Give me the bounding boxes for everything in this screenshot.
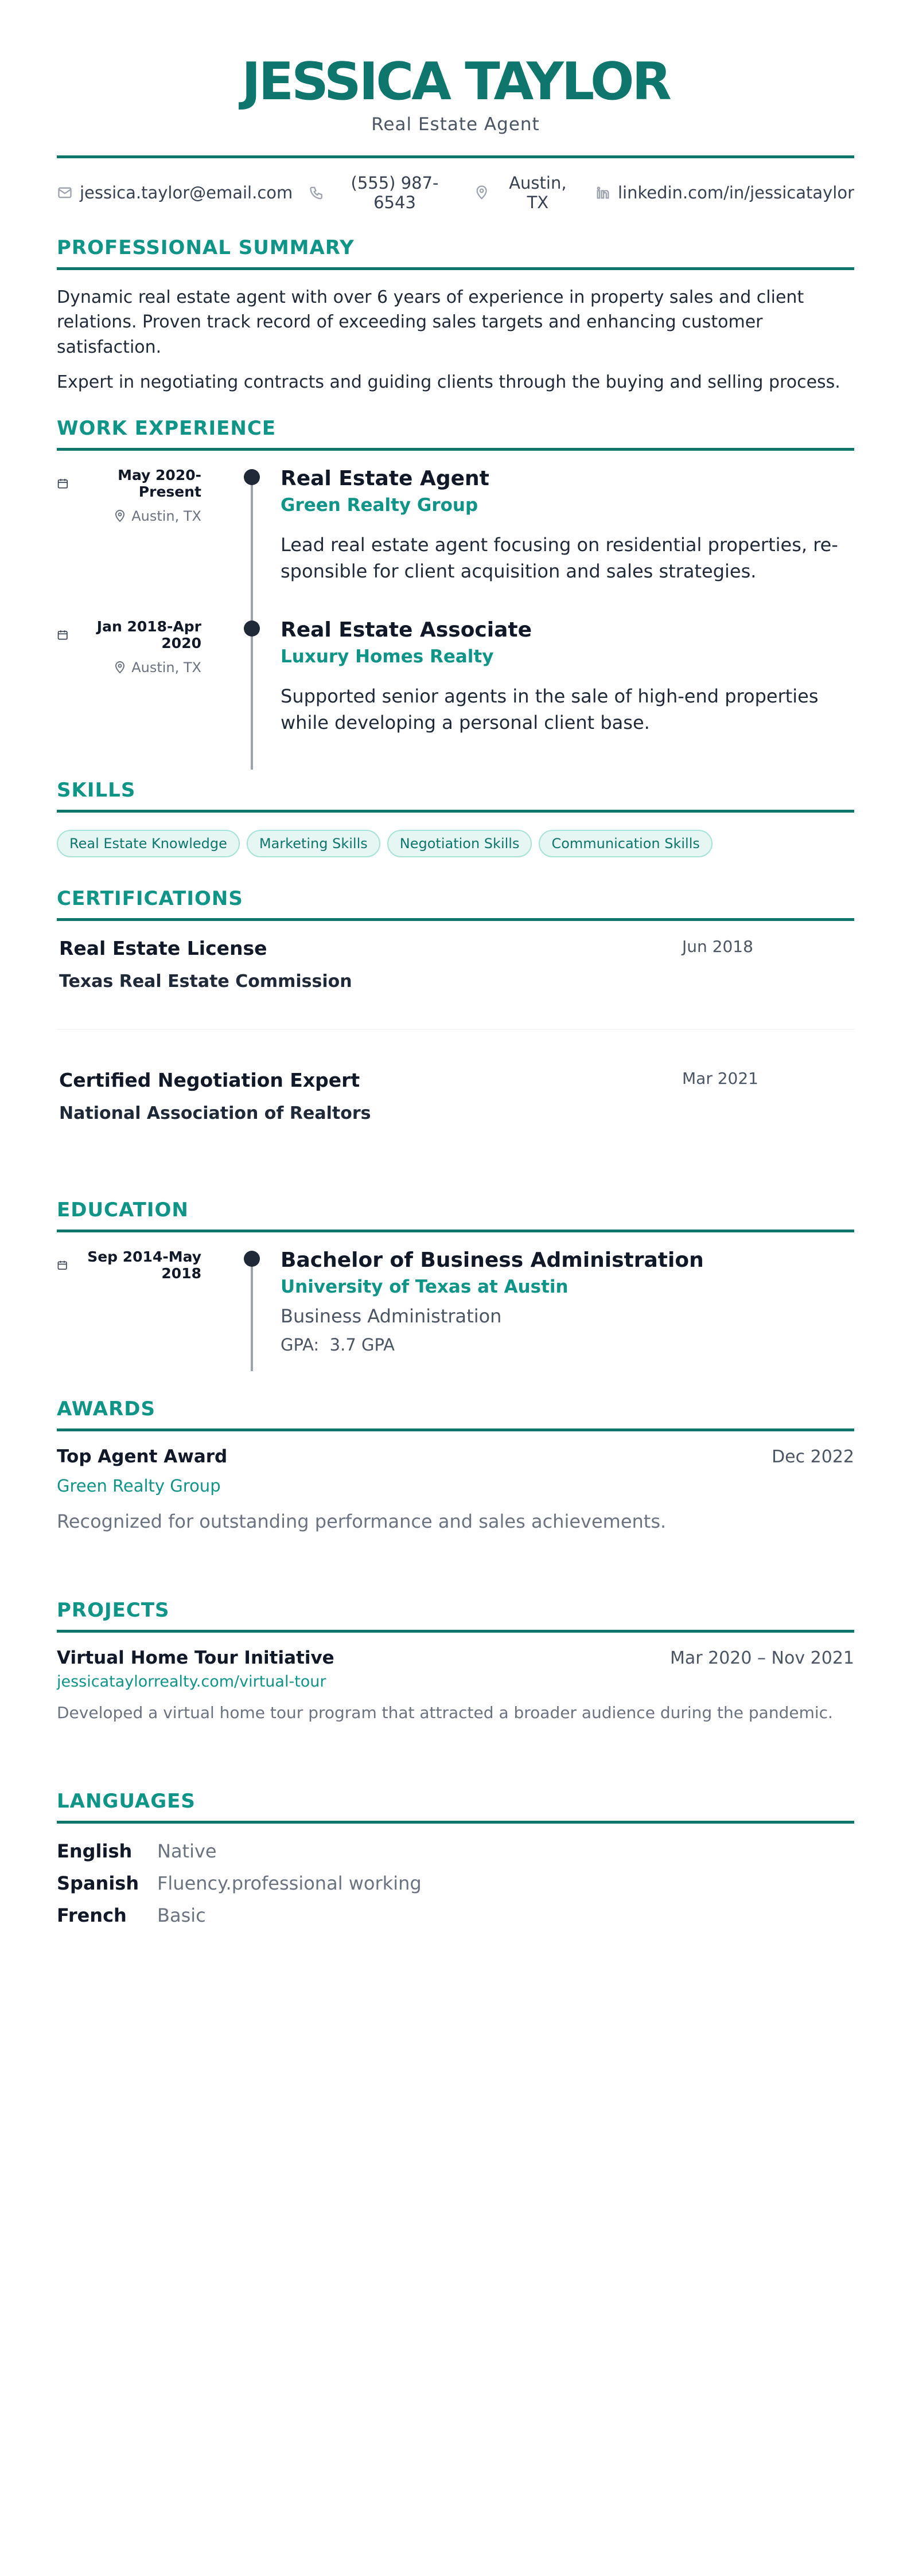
contact-linkedin[interactable]: [595, 183, 854, 202]
language-name: Spanish: [57, 1872, 139, 1894]
experience-company: Green Realty Group: [281, 494, 478, 516]
education-date: Sep 2014-May 2018: [57, 1248, 201, 1282]
experience-company: Luxury Homes Realty: [281, 646, 494, 667]
languages-list: [57, 1835, 854, 1931]
certifications-section: [57, 887, 854, 1182]
projects-heading: PROJECTS: [57, 1599, 854, 1633]
award-title: Top Agent Award: [57, 1446, 228, 1467]
candidate-title: Real Estate Agent: [371, 114, 540, 135]
resume-header: [57, 0, 854, 212]
summary-section: [57, 236, 854, 395]
timeline-dot: [244, 1251, 260, 1267]
calendar-icon: [57, 1258, 68, 1272]
project-link[interactable]: jessicataylorrealty.com/virtual-tour: [57, 1672, 326, 1691]
calendar-icon: [57, 628, 68, 642]
linkedin-icon: [595, 185, 611, 201]
experience-role: Real Estate Associate: [281, 618, 532, 642]
contact-email[interactable]: [57, 183, 293, 202]
map-pin-icon: [113, 661, 127, 674]
projects-section: [57, 1599, 854, 1722]
language-name: English: [57, 1840, 133, 1862]
language-name: French: [57, 1904, 127, 1926]
skills-section: [57, 779, 854, 857]
education-gpa: [281, 1335, 854, 1355]
contact-phone[interactable]: [309, 173, 458, 212]
gpa-value: 3.7 GPA: [329, 1334, 395, 1355]
phone-text: (555) 987-6543: [351, 173, 439, 212]
education-entry: [57, 1248, 854, 1355]
language-row: [57, 1867, 854, 1899]
timeline-dot: [244, 469, 260, 485]
education-degree: Bachelor of Business Administration: [281, 1248, 704, 1272]
certification-date: Jun 2018: [682, 936, 753, 956]
experience-date: May 2020-Present: [57, 467, 201, 500]
project-description: Developed a virtual home tour program that attracted a broader audience during the pandemic.: [57, 1703, 833, 1722]
certification-entry: [57, 921, 854, 1052]
certification-divider: [57, 1029, 854, 1030]
certification-name: Real Estate License: [59, 936, 267, 959]
certification-date: Mar 2021: [682, 1068, 758, 1088]
experience-description: Lead real estate agent focusing on residential properties, re-sponsible for client acquisition and sales strategies.: [281, 533, 838, 582]
education-heading: EDUCATION: [57, 1199, 854, 1232]
award-issuer: Green Realty Group: [57, 1476, 221, 1496]
email-text: jessica.taylor@email.com: [80, 182, 293, 202]
skill-chip: Real Estate Knowledge: [57, 830, 240, 857]
experience-location: Austin, TX: [57, 659, 201, 676]
certification-entry: [57, 1052, 854, 1182]
candidate-name: JESSICA TAYLOR: [242, 52, 669, 112]
experience-entry: [57, 467, 854, 618]
timeline-dot: [244, 620, 260, 637]
calendar-icon: [57, 477, 69, 490]
summary-paragraph: Expert in negotiating contracts and guiding clients through the buying and selling process.: [57, 372, 840, 392]
skills-heading: SKILLS: [57, 779, 854, 813]
contact-location: [474, 173, 579, 212]
education-field: Business Administration: [281, 1305, 502, 1327]
map-pin-icon: [474, 185, 489, 201]
awards-section: [57, 1398, 854, 1532]
project-entry: [57, 1648, 854, 1722]
experience-entry: [57, 618, 854, 756]
certification-name: Certified Negotiation Expert: [59, 1068, 360, 1091]
language-level: Native: [157, 1840, 217, 1862]
gpa-label: GPA:: [281, 1334, 320, 1355]
experience-timeline: [57, 467, 854, 756]
experience-date: Jan 2018-Apr 2020: [57, 618, 201, 651]
linkedin-text: linkedin.com/in/jessicataylor: [618, 182, 854, 202]
language-level: Basic: [157, 1904, 206, 1926]
languages-section: [57, 1790, 854, 1931]
skill-chip: Marketing Skills: [247, 830, 380, 857]
language-row: [57, 1899, 854, 1931]
skills-list: [57, 830, 854, 857]
summary-heading: PROFESSIONAL SUMMARY: [57, 236, 854, 270]
experience-section: [57, 417, 854, 756]
location-text: Austin, TX: [509, 173, 567, 212]
skill-chip: Negotiation Skills: [387, 830, 532, 857]
award-entry: [57, 1446, 854, 1532]
contact-bar: [57, 155, 854, 212]
certification-issuer: National Association of Realtors: [59, 1103, 371, 1123]
map-pin-icon: [113, 509, 127, 523]
experience-location: Austin, TX: [57, 508, 201, 524]
languages-heading: LANGUAGES: [57, 1790, 854, 1824]
experience-role: Real Estate Agent: [281, 466, 489, 490]
education-section: [57, 1199, 854, 1375]
summary-paragraph: Dynamic real estate agent with over 6 years of experience in property sales and client relations. Proven track record of exceeding sales targets and enhancing customer satisfaction.: [57, 287, 804, 357]
awards-heading: AWARDS: [57, 1398, 854, 1431]
education-timeline: [57, 1248, 854, 1375]
experience-description: Supported senior agents in the sale of high-end properties while developing a personal client base.: [281, 685, 819, 733]
certification-issuer: Texas Real Estate Commission: [59, 971, 352, 992]
education-school: University of Texas at Austin: [281, 1276, 569, 1297]
phone-icon: [309, 185, 324, 201]
language-level: Fluency.professional working: [157, 1872, 422, 1894]
envelope-icon: [57, 185, 73, 201]
award-date: Dec 2022: [772, 1446, 854, 1467]
experience-heading: WORK EXPERIENCE: [57, 417, 854, 451]
skill-chip: Communication Skills: [539, 830, 712, 857]
project-date: Mar 2020 – Nov 2021: [670, 1648, 854, 1668]
award-description: Recognized for outstanding performance and sales achievements.: [57, 1510, 667, 1532]
certifications-heading: CERTIFICATIONS: [57, 887, 854, 921]
project-title: Virtual Home Tour Initiative: [57, 1647, 334, 1668]
language-row: [57, 1835, 854, 1867]
